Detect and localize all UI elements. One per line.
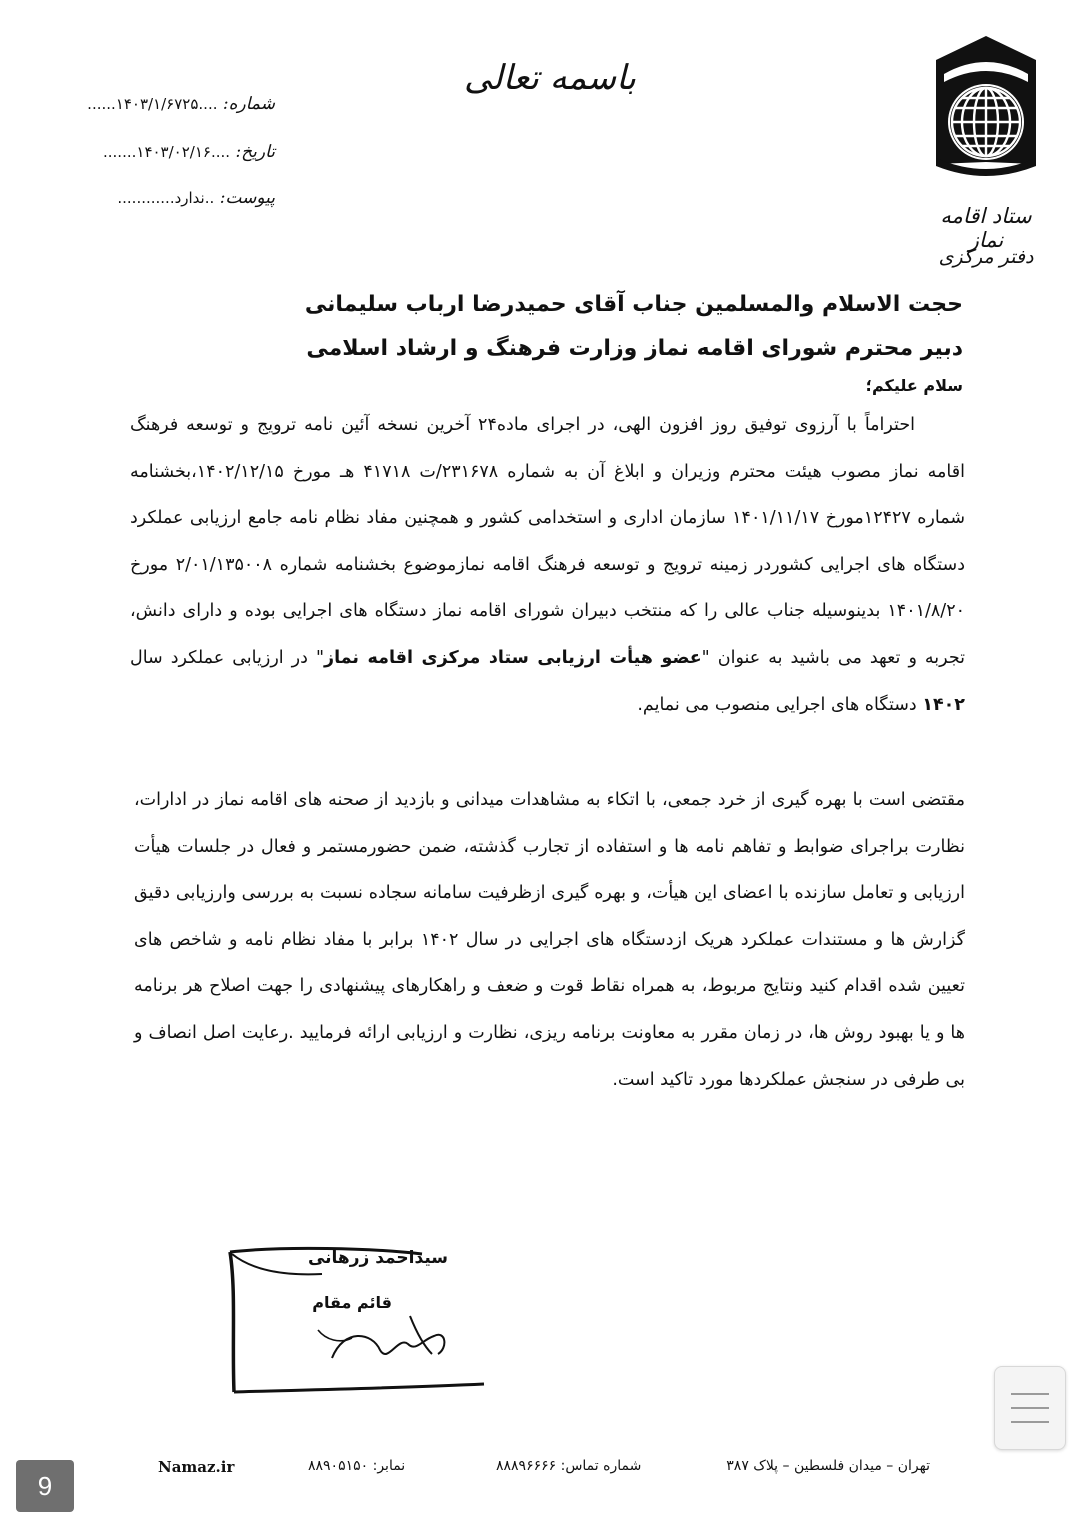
hamburger-menu-icon [1011,1393,1049,1395]
body-paragraph-2: مقتضی است با بهره گیری از خرد جمعی، با اتکاء به مشاهدات میدانی و بازدید از صحنه های اقامه نماز در ادارات، نظارت براجرای ضوابط و تفاهم نامه ها و استفاده از تجارب گذشته، ضمن حضورمستمر و فعال در جلسات هیأت ارزیابی و تعامل سازنده با اعضای این هیأت، و بهره گیری ازظرفیت سامانه سجاده نسبت به بررسی وارزیابی دقیق گزارش ها و مستندات عملکرد هریک ازدستگاه های اجرایی در سال ۱۴۰۲ برابر با مفاد نظام نامه و شاخص های تعیین شده اقدام کنید ونتایج مربوط، به همراه نقاط قوت و ضعف و راهکارهای پیشنهادی را جهت اصلاح هر برنامه ها و یا بهبود روش ها، در زمان مقرر به معاونت برنامه ریزی، نظارت و ارزیابی ارائه فرمایید .رعایت اصل انصاف و بی طرفی در سنجش عملکردها مورد تاکید است. [134,790,965,1090]
logo-office-name: دفتر مرکزی [938,246,1034,268]
footer-address: تهران – میدان فلسطین – پلاک ۳۸۷ [726,1458,930,1474]
attachment-value: ..ندارد............ [117,189,215,207]
letter-attachment [45,188,275,208]
p1-text-end: دستگاه های اجرایی منصوب می نمایم. [637,694,923,715]
logo-emblem-icon [930,34,1042,204]
menu-button[interactable] [994,1366,1066,1450]
p1-text-mid: " در ارزیابی عملکرد سال [130,647,324,668]
number-label: شماره: [222,94,275,114]
letter-number [45,94,275,114]
addressee-title: دبیر محترم شورای اقامه نماز وزارت فرهنگ و ارشاد اسلامی [306,336,963,361]
salutation: سلام علیکم؛ [865,376,963,395]
p1-appointment-title: عضو هیأت ارزیابی ستاد مرکزی اقامه نماز [324,647,702,668]
signature-block [222,1240,492,1400]
footer-phone: شماره تماس: ۸۸۸۹۶۶۶۶ [496,1458,642,1474]
p1-year: ۱۴۰۲ [922,694,965,715]
basmala-heading: باسمه تعالی [464,58,636,98]
hamburger-menu-icon [1011,1421,1049,1423]
date-value: ....۱۴۰۳/۰۲/۱۶....... [103,143,231,161]
body-paragraph-1 [130,402,965,728]
date-label: تاریخ: [235,142,275,162]
p1-text-start: احتراماً با آرزوی توفیق روز افزون الهی، در اجرای ماده۲۴ آخرین نسخه آئین نامه ترویج و توسعه فرهنگ اقامه نماز مصوب هیئت محترم وزیران و ابلاغ آن به شماره ۲۳۱۶۷۸/ت ۴۱۷۱۸ هـ مورخ ۱۴۰۲/۱۲/۱۵،بخشنامه شماره ۱۲۴۲۷مورخ ۱۴۰۱/۱۱/۱۷ سازمان اداری و استخدامی کشور و همچنین مفاد نظام نامه جامع ارزیابی عملکرد دستگاه های اجرایی کشوردر زمینه ترویج و توسعه فرهنگ اقامه نمازموضوع بخشنامه شماره ۲/۰۱/۱۳۵۰۰۸ مورخ ۱۴۰۱/۸/۲۰ بدینوسیله جناب عالی را که منتخب دبیران شورای اقامه نماز دستگاه های اجرایی بوده و دارای دانش، تجربه و تعهد می باشید به عنوان " [130,415,965,668]
organization-logo [930,34,1042,268]
logo-org-name: ستاد اقامه نماز [940,204,1032,252]
page-number-badge[interactable]: 9 [16,1460,74,1512]
footer-website[interactable]: Namaz.ir [158,1458,235,1476]
hamburger-menu-icon [1011,1407,1049,1409]
number-value: ....۱۴۰۳/۱/۶۷۲۵...... [87,95,218,113]
signatory-name: سیداحمد زرهانی [307,1248,448,1268]
signatory-title: قائم مقام [312,1293,392,1312]
addressee-name: حجت الاسلام والمسلمین جناب آقای حمیدرضا ارباب سلیمانی [304,292,963,317]
letter-date [45,142,275,162]
attachment-label: پیوست: [219,188,275,208]
footer-fax: نمابر: ۸۸۹۰۵۱۵۰ [308,1458,406,1474]
